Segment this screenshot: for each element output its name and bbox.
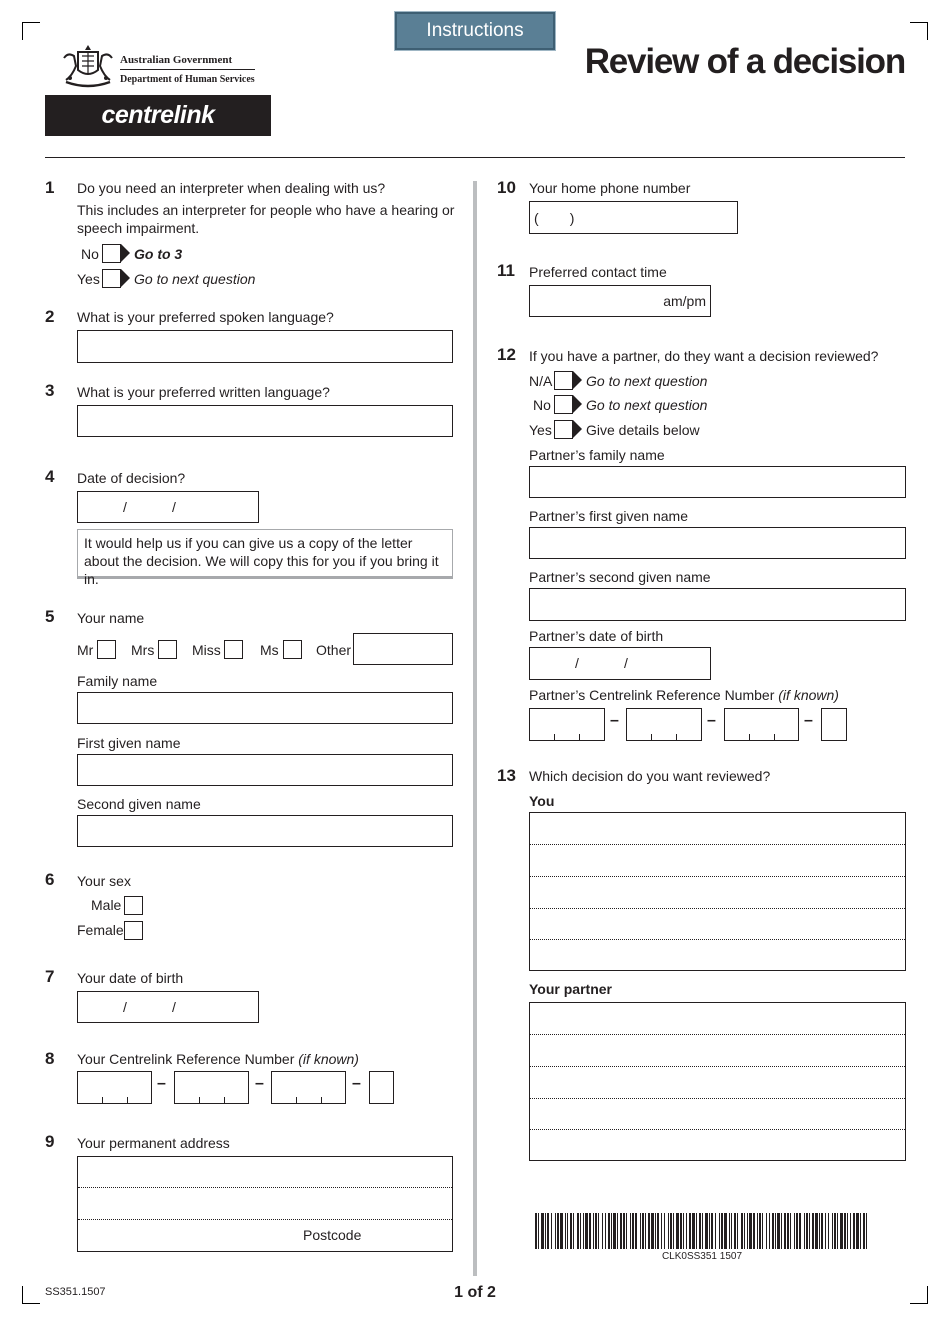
date-separator: / (172, 999, 176, 1015)
permanent-address-input[interactable] (77, 1156, 453, 1252)
q1-yes-label: Yes (77, 271, 100, 287)
partner-second-given-input[interactable] (529, 588, 906, 621)
q12-yes-goto: Give details below (586, 422, 700, 438)
question-number: 7 (45, 967, 55, 986)
sex-male-label: Male (91, 897, 122, 913)
crn-separator: – (352, 1075, 361, 1092)
q1-yes-goto: Go to next question (134, 271, 256, 287)
crop-mark (910, 1286, 928, 1304)
first-given-name-input[interactable] (77, 754, 453, 786)
partner-crn-label (529, 686, 839, 704)
q1-yes-checkbox[interactable] (102, 269, 121, 288)
title-ms-label: Ms (260, 642, 279, 658)
date-separator: / (624, 655, 628, 671)
go-to-arrow-icon (121, 244, 130, 262)
go-to-arrow-icon (573, 420, 582, 438)
partner-decision-textarea[interactable] (529, 1002, 906, 1161)
q4-text: Date of decision? (77, 470, 186, 486)
question-number: 9 (45, 1132, 55, 1151)
crn-separator: – (707, 712, 716, 729)
q1-no-checkbox[interactable] (102, 244, 121, 263)
crn-separator: – (804, 712, 813, 729)
sex-male-checkbox[interactable] (124, 896, 143, 915)
date-separator: / (123, 499, 127, 515)
title-miss-label: Miss (192, 642, 221, 658)
partner-crn-segment-1[interactable] (529, 708, 605, 741)
q12-na-checkbox[interactable] (554, 371, 573, 390)
q9-text: Your permanent address (77, 1135, 230, 1151)
home-phone-input[interactable] (529, 201, 738, 234)
question-number: 12 (497, 345, 516, 364)
decision-date-input[interactable] (77, 491, 259, 523)
question-number: 11 (497, 261, 515, 280)
partner-crn-segment-2[interactable] (626, 708, 702, 741)
family-name-input[interactable] (77, 692, 453, 724)
q12-no-goto: Go to next question (586, 397, 708, 413)
question-number: 4 (45, 467, 55, 486)
q1-text: Do you need an interpreter when dealing with us? (77, 180, 386, 196)
letter-note: It would help us if you can give us a copy of the letter about the decision. We will copy this for you if you bring it in. (77, 529, 453, 579)
area-code-brackets: ( ) (534, 210, 575, 226)
gov-name: Australian Government (120, 54, 233, 66)
second-given-name-label: Second given name (77, 796, 201, 812)
partner-crn-check-digit[interactable] (821, 708, 847, 741)
page-number: 1 of 2 (454, 1284, 496, 1301)
partner-family-name-input[interactable] (529, 466, 906, 498)
crn-check-digit[interactable] (369, 1071, 394, 1104)
crn-segment-2[interactable] (174, 1071, 249, 1104)
date-of-birth-input[interactable] (77, 991, 259, 1023)
q11-text: Preferred contact time (529, 264, 667, 280)
date-separator: / (575, 655, 579, 671)
centrelink-logo: centrelink (45, 95, 271, 136)
partner-family-name-label: Partner’s family name (529, 447, 665, 463)
q12-na-label: N/A (529, 373, 553, 389)
written-language-input[interactable] (77, 405, 453, 437)
partner-crn-text: Partner’s Centrelink Reference Number (529, 687, 775, 703)
q8-text (77, 1050, 359, 1068)
q8-label: Your Centrelink Reference Number (77, 1051, 295, 1067)
postcode-label: Postcode (303, 1227, 362, 1243)
question-number: 10 (497, 178, 516, 197)
partner-label: Your partner (529, 981, 612, 997)
q5-text: Your name (77, 610, 145, 626)
q10-text: Your home phone number (529, 180, 691, 196)
partner-dob-input[interactable] (529, 647, 711, 680)
q12-no-label: No (533, 397, 551, 413)
q3-text: What is your preferred written language? (77, 384, 330, 400)
barcode-text: CLK0SS351 1507 (661, 1251, 743, 1262)
partner-second-given-label: Partner’s second given name (529, 569, 711, 585)
if-known-note: (if known) (778, 687, 839, 703)
date-separator: / (123, 999, 127, 1015)
go-to-arrow-icon (573, 395, 582, 413)
q1-subtext: This includes an interpreter for people who have a hearing or speech impairment. (77, 202, 455, 236)
crn-separator: – (610, 712, 619, 729)
q2-text: What is your preferred spoken language? (77, 309, 334, 325)
title-mrs-checkbox[interactable] (158, 640, 177, 659)
partner-dob-label: Partner’s date of birth (529, 628, 664, 644)
q12-yes-label: Yes (529, 422, 552, 438)
contact-time-input[interactable] (529, 285, 711, 317)
q12-text: If you have a partner, do they want a decision reviewed? (529, 348, 879, 364)
question-number: 6 (45, 870, 55, 889)
q13-text: Which decision do you want reviewed? (529, 768, 771, 784)
go-to-arrow-icon (121, 269, 130, 287)
barcode (535, 1213, 869, 1249)
am-pm-label: am/pm (663, 293, 706, 309)
question-number: 3 (45, 381, 55, 400)
crn-separator: – (255, 1075, 264, 1092)
header-rule (45, 157, 905, 158)
question-number: 1 (45, 178, 55, 197)
q1-no-label: No (81, 246, 99, 262)
if-known-note: (if known) (298, 1051, 359, 1067)
partner-crn-segment-3[interactable] (724, 708, 799, 741)
title-mrs-label: Mrs (131, 642, 155, 658)
family-name-label: Family name (77, 673, 158, 689)
title-other-input[interactable] (353, 633, 453, 665)
page-title: Review of a decision (584, 42, 905, 81)
department-name: Department of Human Services (120, 74, 255, 85)
title-ms-checkbox[interactable] (283, 640, 302, 659)
spoken-language-input[interactable] (77, 330, 453, 363)
q7-text: Your date of birth (77, 970, 184, 986)
question-number: 8 (45, 1049, 55, 1068)
crop-mark (910, 22, 928, 40)
question-number: 2 (45, 307, 55, 326)
q1-no-goto: Go to 3 (134, 246, 183, 262)
you-decision-textarea[interactable] (529, 812, 906, 971)
crop-mark (22, 1286, 40, 1304)
question-number: 13 (497, 766, 516, 785)
column-divider (473, 181, 477, 1276)
title-mr-checkbox[interactable] (97, 640, 116, 659)
title-other-label: Other (316, 642, 352, 658)
crn-separator: – (157, 1075, 166, 1092)
first-given-name-label: First given name (77, 735, 181, 751)
gov-divider (120, 69, 255, 70)
second-given-name-input[interactable] (77, 815, 453, 847)
partner-first-given-label: Partner’s first given name (529, 508, 688, 524)
q12-na-goto: Go to next question (586, 373, 708, 389)
partner-first-given-input[interactable] (529, 527, 906, 559)
crn-segment-3[interactable] (271, 1071, 346, 1104)
crop-mark (22, 22, 40, 40)
q12-yes-checkbox[interactable] (554, 420, 573, 439)
title-miss-checkbox[interactable] (224, 640, 243, 659)
go-to-arrow-icon (573, 371, 582, 389)
coat-of-arms-logo (60, 42, 116, 88)
q6-text: Your sex (77, 873, 131, 889)
crn-segment-1[interactable] (77, 1071, 152, 1104)
instructions-button[interactable]: Instructions (395, 12, 555, 50)
title-mr-label: Mr (77, 642, 94, 658)
sex-female-label: Female (77, 922, 124, 938)
date-separator: / (172, 499, 176, 515)
question-number: 5 (45, 607, 55, 626)
q12-no-checkbox[interactable] (554, 395, 573, 414)
you-label: You (529, 793, 555, 809)
sex-female-checkbox[interactable] (124, 921, 143, 940)
form-code: SS351.1507 (45, 1286, 106, 1298)
